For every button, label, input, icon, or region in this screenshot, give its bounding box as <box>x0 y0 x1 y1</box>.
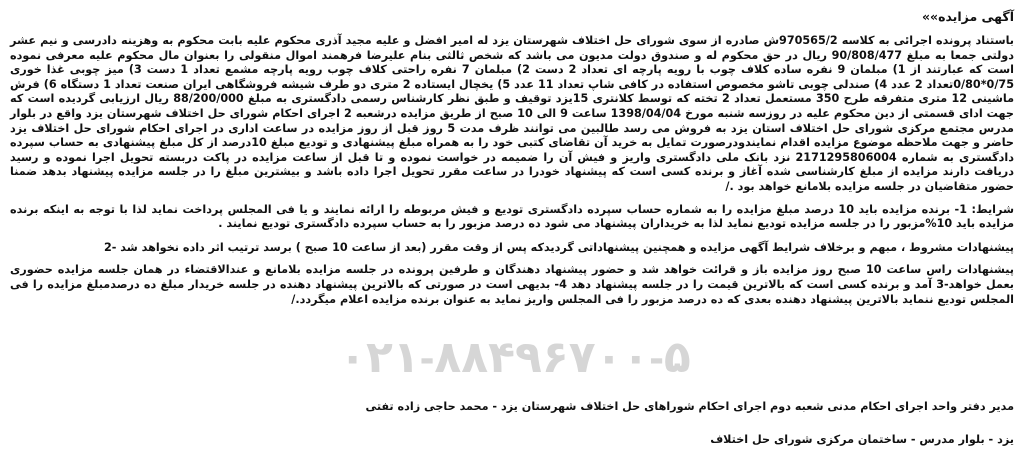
conditions-paragraph: شرایط: 1- برنده مزایده باید 10 درصد مبلغ مزایده را به شماره حساب سپرده دادگستری تودیع و فیش مربوطه را ارائه نمایند و یا فی المجلس پرداخت نماید لذا با توجه به اینکه برنده مزایده باید 10%مزبور را در جلسه مزایده تودیع نماید لذا به خریداران پیشنهاد می شود ده درصد مزبور را به حساب سپرده دادگستری تودیع نمایند . <box>10 202 1014 231</box>
signature-line: مدیر دفتر واحد اجرای احکام مدنی شعبه دوم اجرای احکام شوراهای حل اختلاف شهرستان یزد - محمد حاجی زاده تفتی <box>365 400 1014 413</box>
conditional-offers-paragraph: پیشنهادات مشروط ، مبهم و برخلاف شرایط آگهی مزایده و همچنین پیشنهاداتی گردیدکه پس از وقت مقرر (بعد از ساعت 10 صبح ) برسد ترتیب اثر داده نخواهد شد -2 <box>103 240 1014 254</box>
phone-watermark: ۰۲۱-۸۸۴۹۶۷۰۰-۵ <box>339 333 691 382</box>
notice-content <box>10 8 1014 307</box>
opening-offers-paragraph: پیشنهادات راس ساعت 10 صبح روز مزایده باز و قرائت خواهد شد و حضور پیشنهاد دهندگان و طرفین پرونده در جلسه مزایده بلامانع و عندالاقتضاء در همان جلسه مزایده حضوری بعمل خواهد-3 آمد و برنده کسی است که بالاترین قیمت را در جلسه پیشنهاد دهد 4- بدیهی است در صورتی که بالاترین پیشنهاد دهنده در جلسه خریدار مبلغ ده درصدمبلغ مزایده را فی المجلس تودیع ننماید بالاترین پیشنهاد دهنده بعدی که ده درصد مزبور را فی المجلس واریز نماید به عنوان برنده مزایده اعلام میگردد./ <box>10 263 1014 306</box>
notice-main-paragraph: باستناد پرونده اجرائی به کلاسه 970565/2ش صادره از سوی شورای حل اختلاف شهرستان یزد له امیر افضل و علیه مجید آذری محکوم علیه بابت محکوم به وهزینه دادرسی و نیم عشر دولتی جمعا به مبلغ 90/808/477 ریال در حق محکوم له و صندوق دولت مدیون می باشد که شخص ثالثی بنام علیرضا فرهمند اموال منقولی را بعنوان مال محکوم علیه معرفی نموده است که عبارتند از 1) مبلمان 9 نفره ساده کلاف چوب با رویه پارچه ای تعداد 2 دست 2) مبلمان 7 نفره راحتی کلاف چوب رویه پارچه مشمع تعداد 1 دست 3) میز چوبی غذا خوری 0/75*0/80تعداد 2 عدد 4) صندلی چوبی تاشو مخصوص استفاده در کافی شاپ تعداد 11 عدد 5) یخچال ایستاده 2 متری دو طرف شیشه فروشگاهی ایران صنعت تعداد 1 دستگاه 6) فرش ماشینی 12 متری متفرقه طرح 350 مستعمل تعداد 2 تخته که توسط کلانتری 15یزد توقیف و طبق نظر کارشناس رسمی دادگستری به مبلغ 88/200/000 ریال ارزیابی گردیده است که جهت ادای قسمتی از دین محکوم علیه در روزسه شنبه مورخ 1398/04/04 ساعت 9 الی 10 صبح از طریق مزایده درشعبه 2 اجرای احکام شورای حل اختلاف شهرستان یزد واقع در بلوار مدرس مجتمع مرکزی شورای حل اختلاف استان یزد به فروش می رسد طالبین می توانند ظرف مدت 5 روز قبل از روز مزایده در ساعت اداری در اجرای احکام شورای حل اختلاف یزد حاضر و جهت ملاحظه موضوع مزایده اقدام نمایندودرصورت تمایل به خرید آن تقاضای کتبی خود را به همراه مبلغ پیشنهادی و تودیع مبلغ 10درصد از کل مبلغ پیشنهادی به حساب سپرده دادگستری به شماره 2171295806004 نزد بانک ملی دادگستری واریز و فیش آن را ضمیمه در خواست نموده و تا قبل از ساعت مزایده در پاکت دربسته تحویل اجرا نموده و رسید دریافت دارند مزایده از مبلغ کارشناسی شده آغاز و برنده کسی است که پیشنهاد خودرا در ساعت مقرر تحویل اجرا داده باشد و بیشترین مبلغ را در جلسه مزایده پیشنهاد بدهد ضمنا حضور متقاضیان در جلسه مزایده بلامانع خواهد بود ./ <box>10 34 1014 193</box>
address-line: یزد - بلوار مدرس - ساختمان مرکزی شورای حل اختلاف <box>710 433 1014 446</box>
notice-title: آگهی مزایده»» <box>921 9 1014 24</box>
